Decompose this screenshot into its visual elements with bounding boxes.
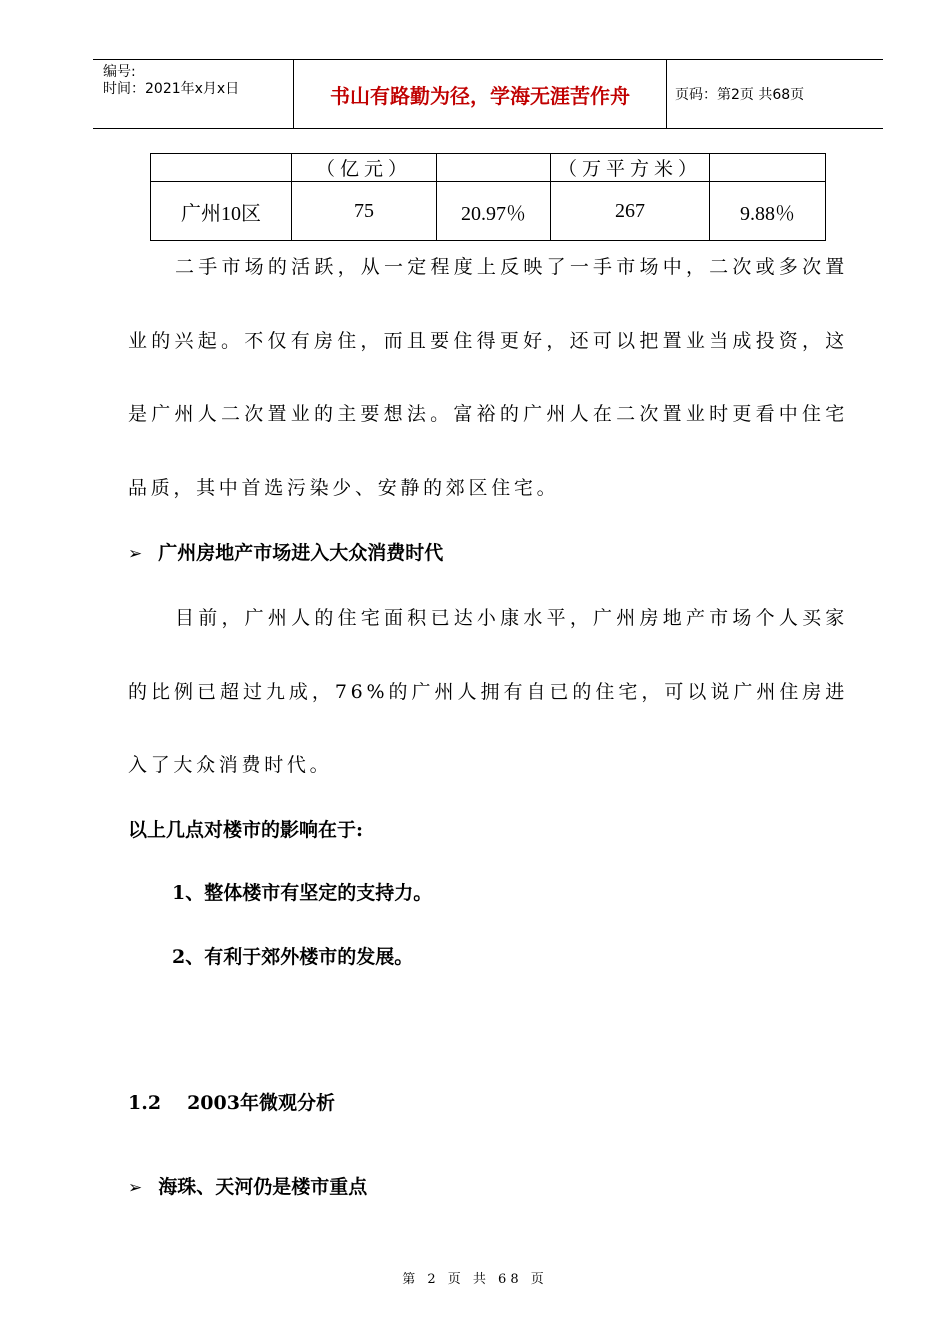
header-motto: 书山有路勤为径，学海无涯苦作舟 — [330, 83, 630, 108]
page-footer: 第 2 页 共 68 页 — [402, 1272, 548, 1287]
table-cell: 20.97％ — [437, 182, 551, 241]
page-header — [93, 59, 883, 129]
header-left — [103, 64, 239, 98]
list-item: 2、有利于郊外楼市的发展。 — [172, 946, 414, 968]
section-title: 2003年微观分析 — [187, 1092, 335, 1114]
list-item: 1、整体楼市有坚定的支持力。 — [172, 882, 433, 904]
table-cell: （亿元） — [292, 154, 437, 182]
arrowhead-bullet-icon: ➢ — [128, 544, 143, 564]
header-divider — [666, 60, 667, 128]
table-cell — [437, 154, 551, 182]
body-paragraph: 目前，广州人的住宅面积已达小康水平，广州房地产市场个人买家的比例已超过九成，76%的广州人拥有自已的住宅，可以说广州住房进入了大众消费时代。 — [128, 607, 848, 776]
subheading-text: 海珠、天河仍是楼市重点 — [158, 1176, 368, 1198]
statistics-table — [150, 153, 826, 241]
subheading-text: 广州房地产市场进入大众消费时代 — [158, 542, 444, 564]
number-label: 编号: — [103, 64, 136, 80]
subheading — [128, 538, 443, 565]
table-cell — [151, 154, 292, 182]
table-cell: 267 — [551, 182, 710, 241]
table-cell: 9.88％ — [710, 182, 826, 241]
section-number: 1.2 — [128, 1092, 162, 1114]
influence-title: 以上几点对楼市的影响在于: — [128, 819, 364, 841]
table-row — [151, 154, 826, 182]
header-page-label: 页码：第2页 共68页 — [675, 87, 805, 103]
subheading — [128, 1172, 367, 1199]
table-cell: 75 — [292, 182, 437, 241]
table-cell — [710, 154, 826, 182]
table-cell: 广州10区 — [151, 182, 292, 241]
section-heading — [128, 1088, 335, 1115]
table-cell: （万平方米） — [551, 154, 710, 182]
time-label: 时间：2021年x月x日 — [103, 81, 240, 97]
arrowhead-bullet-icon: ➢ — [128, 1178, 143, 1198]
body-paragraph: 二手市场的活跃，从一定程度上反映了一手市场中，二次或多次置业的兴起。不仅有房住，而且要住得更好，还可以把置业当成投资，这是广州人二次置业的主要想法。富裕的广州人在二次置业时更看中住宅品质，其中首选污染少、安静的郊区住宅。 — [128, 256, 848, 499]
